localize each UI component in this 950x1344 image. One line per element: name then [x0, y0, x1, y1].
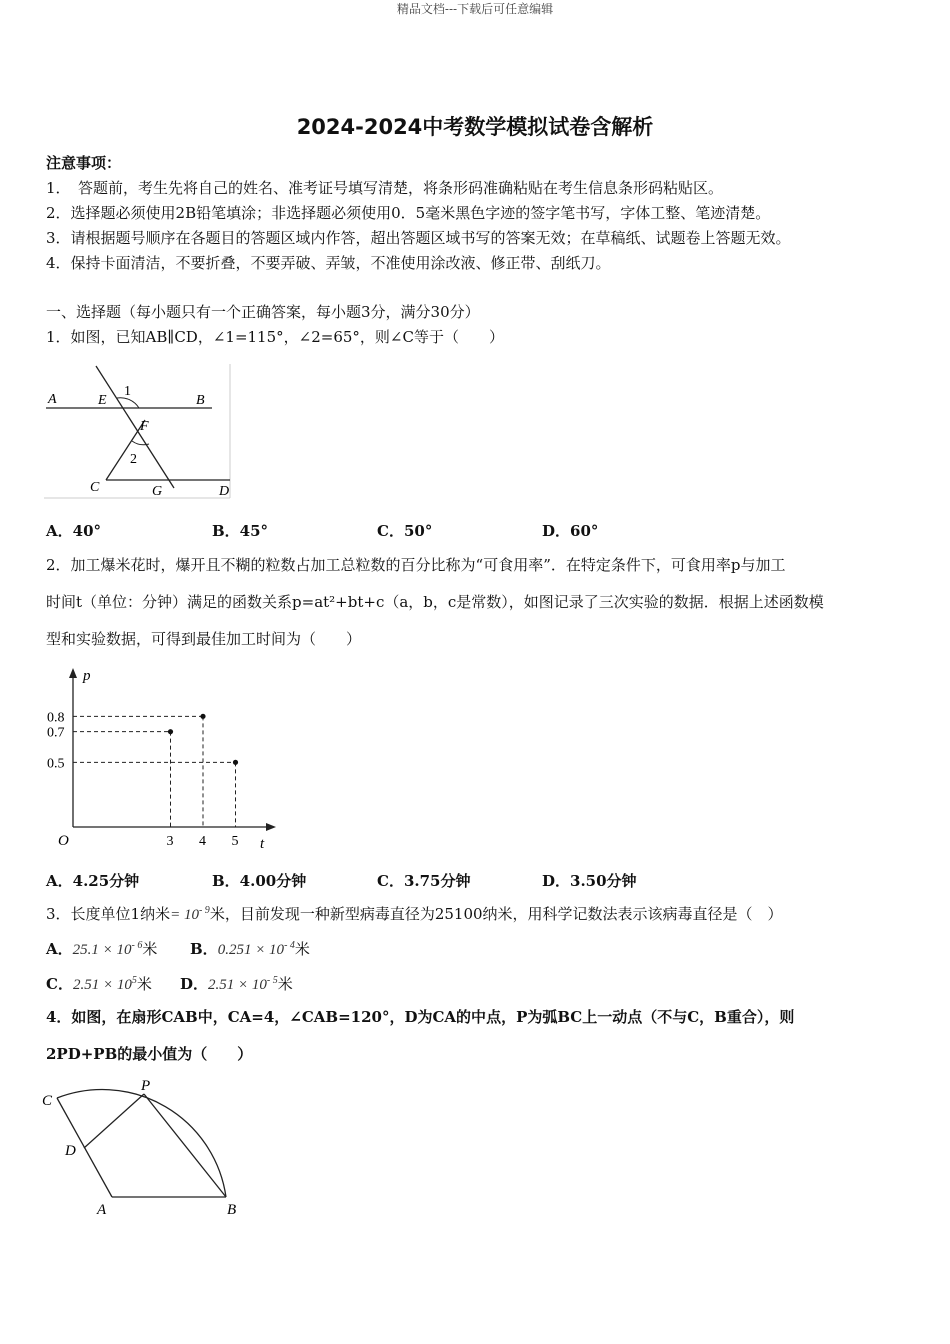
page-title: 2024-2024中考数学模拟试卷含解析: [296, 115, 654, 139]
q2-option-b[interactable]: B．4.00分钟: [212, 872, 307, 890]
page-header: 精品文档---下载后可任意编辑: [396, 2, 554, 16]
label-c: C: [42, 1093, 53, 1109]
section-heading: 一、选择题（每小题只有一个正确答案，每小题3分，满分30分）: [46, 303, 480, 321]
q1-option-d[interactable]: D．60°: [542, 522, 599, 540]
x-axis-label: t: [260, 836, 265, 852]
x-tick-label: 3: [166, 834, 174, 849]
label-angle-2: 2: [130, 452, 137, 467]
question-2-line: 型和实验数据，可得到最佳加工时间为（ ）: [46, 630, 362, 648]
label-c: C: [90, 480, 100, 495]
label-e: E: [98, 393, 107, 408]
x-axis-arrow: [266, 823, 276, 831]
q3-option-c[interactable]: C．$2.51 \times 10^5$米: [46, 975, 152, 993]
transversal-eg: [96, 366, 174, 488]
data-point-2: [233, 760, 238, 765]
label-g: G: [152, 484, 163, 499]
data-point-0: [168, 729, 173, 734]
x-tick-label: 5: [231, 834, 239, 849]
label-f: F: [140, 419, 149, 434]
segment-pb: [144, 1094, 226, 1197]
angle-2-arc: [132, 441, 149, 445]
question-4-line: 4．如图，在扇形CAB中，CA=4，∠CAB=120°，D为CA的中点，P为弧BC上一动点（不与C，B重合），则: [46, 1008, 795, 1026]
q1-option-b[interactable]: B．45°: [212, 522, 269, 540]
question-2-line: 2．加工爆米花时，爆开且不糊的粒数占加工总粒数的百分比称为“可食用率”．在特定条件下，可食用率p与加工: [46, 556, 786, 574]
q1-option-c[interactable]: C．50°: [377, 522, 433, 540]
label-d: D: [65, 1143, 76, 1159]
y-tick-label: 0.5: [47, 756, 65, 772]
q1-option-a[interactable]: A．40°: [46, 522, 102, 540]
q3-option-a-value: $25.1 \times 10^{- 6}$: [72, 940, 143, 958]
q2-option-a[interactable]: A．4.25分钟: [46, 872, 140, 890]
q1-parallel-lines-figure: [44, 364, 234, 500]
x-tick-label: 4: [199, 834, 206, 849]
question-4-line: 2PD+PB的最小值为（ ）: [46, 1045, 253, 1063]
y-tick-label: 0.8: [47, 710, 65, 726]
notice-heading: 注意事项：: [46, 154, 122, 172]
label-b: B: [196, 393, 205, 408]
notice-item: 4．保持卡面清洁，不要折叠，不要弄破、弄皱，不准使用涂改液、修正带、刮纸刀。: [46, 254, 611, 272]
q3-unit-expression: = $10^{- 9}$: [170, 905, 210, 923]
label-a: A: [48, 392, 57, 407]
question-2-line: 时间t（单位：分钟）满足的函数关系p=at²+bt+c（a，b，c是常数），如图记录了三次实验的数据．根据上述函数模: [46, 593, 824, 611]
q2-option-c[interactable]: C．3.75分钟: [377, 872, 471, 890]
label-angle-1: 1: [124, 384, 131, 399]
q2-option-d[interactable]: D．3.50分钟: [542, 872, 637, 890]
label-p: P: [141, 1078, 151, 1094]
label-a: A: [97, 1202, 107, 1218]
q3-stem-start: 3．长度单位1纳米: [46, 905, 171, 923]
q3-option-d-value: $2.51 \times 10^{- 5}$: [208, 975, 278, 993]
q3-option-d[interactable]: D．$2.51 \times 10^{- 5}$米: [180, 975, 293, 993]
q3-option-c-value: $2.51 \times 10^5$: [72, 975, 137, 993]
origin-label: O: [58, 833, 69, 849]
q4-sector-figure: [38, 1074, 248, 1222]
q3-option-a[interactable]: A．$25.1 \times 10^{- 6}$米: [46, 940, 158, 958]
notice-item: 3．请根据题号顺序在各题目的答题区域内作答，超出答题区域书写的答案无效；在草稿纸、试题卷上答题无效。: [46, 229, 791, 247]
question-3-stem: [46, 903, 783, 924]
q3-option-b[interactable]: B．$0.251 \times 10^{- 4}$米: [190, 940, 310, 958]
q2-scatter-chart: [40, 664, 290, 856]
segment-dp: [84, 1094, 144, 1148]
y-tick-label: 0.7: [47, 725, 65, 741]
question-1-stem: 1．如图，已知AB∥CD，∠1=115°，∠2=65°，则∠C等于（ ）: [46, 328, 504, 346]
label-b: B: [227, 1202, 237, 1218]
q3-stem-end: 米，目前发现一种新型病毒直径为25100纳米，用科学记数法表示该病毒直径是（ ）: [209, 905, 783, 923]
y-axis-arrow: [69, 668, 77, 678]
label-d: D: [219, 484, 230, 499]
data-point-1: [200, 714, 205, 719]
q3-option-b-value: $0.251 \times 10^{- 4}$: [217, 940, 295, 958]
notice-item: 2．选择题必须使用2B铅笔填涂；非选择题必须使用0．5毫米黑色字迹的签字笔书写，字体工整、笔迹清楚。: [46, 204, 771, 222]
notice-item: 1． 答题前，考生先将自己的姓名、准考证号填写清楚，将条形码准确粘贴在考生信息条形码粘贴区。: [46, 179, 724, 197]
y-axis-label: p: [83, 668, 91, 684]
